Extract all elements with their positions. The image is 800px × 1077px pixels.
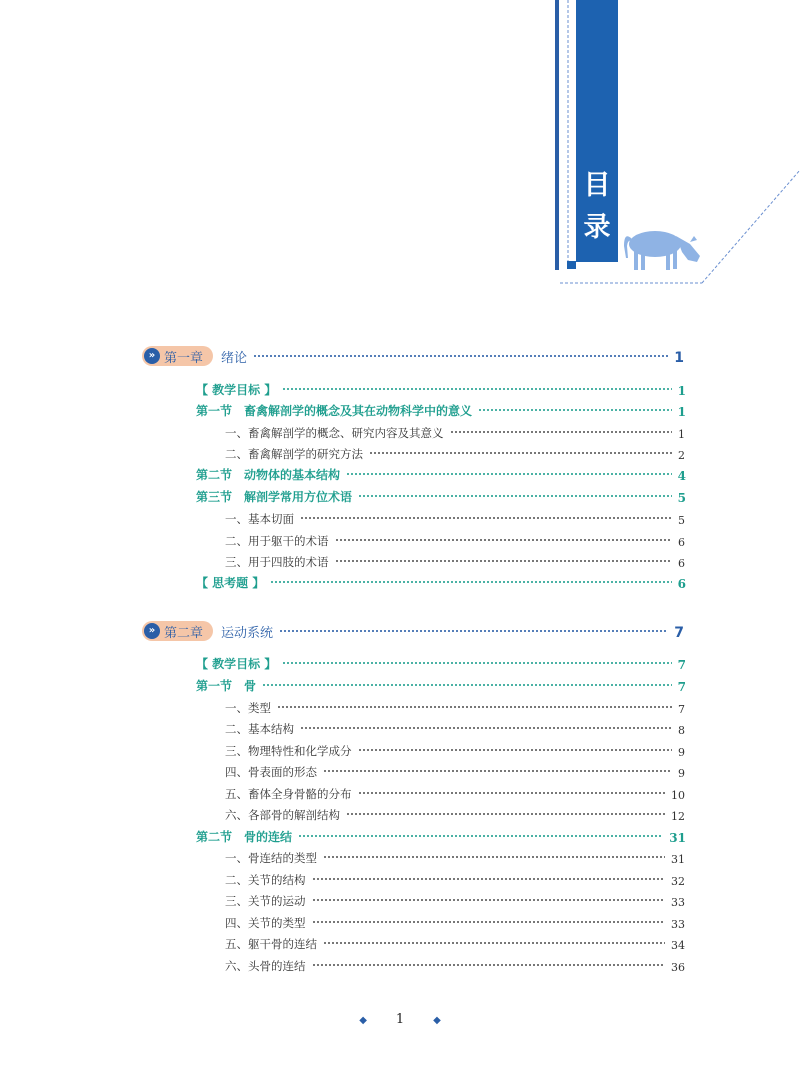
section-title: 第二节 动物体的基本结构 <box>196 468 341 482</box>
chapter-badge <box>142 621 213 641</box>
page-number: 7 <box>677 658 686 672</box>
section-title: 【 思考题 】 <box>196 576 265 590</box>
page-number: 33 <box>671 896 685 909</box>
toc-item[interactable] <box>225 762 685 780</box>
page-number: 6 <box>678 536 685 549</box>
page-number: 31 <box>671 853 685 866</box>
page-number: 6 <box>678 557 685 570</box>
page-number: 7 <box>677 680 686 694</box>
page-number: 31 <box>669 831 686 845</box>
item-title: 三、物理特性和化学成分 <box>225 744 352 758</box>
page-number: 1 <box>677 405 686 419</box>
chapter-badge <box>142 346 213 366</box>
page-number: 12 <box>671 810 685 823</box>
page-number: 7 <box>674 625 684 641</box>
item-title: 三、关节的运动 <box>225 894 306 908</box>
item-title: 四、骨表面的形态 <box>225 765 317 779</box>
item-title: 六、头骨的连结 <box>225 959 306 973</box>
chapter-title: 绪论 <box>221 351 248 366</box>
dot-leader <box>282 661 671 665</box>
toc-item[interactable] <box>225 423 685 441</box>
page-number: 6 <box>677 577 686 591</box>
dot-leader <box>300 726 672 730</box>
toc-item[interactable] <box>225 531 685 549</box>
dot-leader <box>300 516 672 520</box>
page-number: 9 <box>678 767 685 780</box>
cow-icon <box>624 231 700 270</box>
page-number: 2 <box>678 449 685 462</box>
dot-leader <box>335 538 673 542</box>
toc-section[interactable] <box>196 487 686 505</box>
dot-leader <box>277 705 672 709</box>
dot-leader <box>323 941 665 945</box>
title-char-mu: 目 <box>583 170 611 201</box>
item-title: 五、躯干骨的连结 <box>225 937 317 951</box>
dot-leader <box>312 877 666 881</box>
page-number: 5 <box>677 491 686 505</box>
page-number: 10 <box>671 789 685 802</box>
toc-item[interactable] <box>225 913 685 931</box>
section-title: 第二节 骨的连结 <box>196 830 293 844</box>
dot-leader <box>335 559 673 563</box>
item-title: 一、畜禽解剖学的概念、研究内容及其意义 <box>225 426 444 440</box>
dot-leader <box>478 408 672 412</box>
page-number: 4 <box>677 469 686 483</box>
chapter-number: 第二章 <box>164 625 204 641</box>
dot-leader <box>312 898 666 902</box>
page-number: 33 <box>671 918 685 931</box>
toc-chapter-1[interactable] <box>142 346 684 366</box>
toc-item[interactable] <box>225 698 685 716</box>
item-title: 一、基本切面 <box>225 512 294 526</box>
item-title: 一、骨连结的类型 <box>225 851 317 865</box>
page-number: 36 <box>671 961 685 974</box>
dot-leader <box>358 494 672 498</box>
dot-leader <box>298 834 663 838</box>
page-number: 34 <box>671 939 685 952</box>
dot-leader <box>253 354 668 358</box>
title-char-lu: 录 <box>583 212 611 243</box>
page-number: 5 <box>678 514 685 527</box>
toc-section[interactable] <box>196 380 686 398</box>
dot-leader <box>358 748 673 752</box>
section-title: 第三节 解剖学常用方位术语 <box>196 490 353 504</box>
diamond-icon: ◆ <box>359 1015 367 1026</box>
header-decoration <box>0 0 800 300</box>
page-number: 1 <box>674 350 684 366</box>
toc-section[interactable] <box>196 827 686 845</box>
double-chevron-icon: » <box>144 348 160 364</box>
section-title: 【 教学目标 】 <box>196 383 277 397</box>
chapter-number: 第一章 <box>164 350 204 366</box>
toc-section[interactable] <box>196 465 686 483</box>
toc-section[interactable] <box>196 573 686 591</box>
item-title: 一、类型 <box>225 701 271 715</box>
page-number: 1 <box>678 428 685 441</box>
section-title: 第一节 骨 <box>196 679 257 693</box>
dot-leader <box>270 580 671 584</box>
toc-section[interactable] <box>196 401 686 419</box>
toc-item[interactable] <box>225 805 685 823</box>
toc-item[interactable] <box>225 891 685 909</box>
toc-chapter-2[interactable] <box>142 621 684 641</box>
page-number: 9 <box>678 746 685 759</box>
section-title: 第一节 畜禽解剖学的概念及其在动物科学中的意义 <box>196 404 473 418</box>
page-footer <box>300 1012 500 1027</box>
chapter-title: 运动系统 <box>221 626 274 641</box>
toc-item[interactable] <box>225 509 685 527</box>
item-title: 二、关节的结构 <box>225 873 306 887</box>
toc-item[interactable] <box>225 552 685 570</box>
dot-leader <box>262 683 672 687</box>
item-title: 三、用于四肢的术语 <box>225 555 329 569</box>
dot-leader <box>450 430 673 434</box>
item-title: 二、用于躯干的术语 <box>225 534 329 548</box>
page-number: 7 <box>678 703 685 716</box>
dot-leader <box>279 629 668 633</box>
diamond-icon: ◆ <box>433 1015 441 1026</box>
toc-item[interactable] <box>225 784 685 802</box>
dot-leader <box>312 920 666 924</box>
dot-leader <box>323 769 672 773</box>
dot-leader <box>312 963 666 967</box>
toc-item[interactable] <box>225 870 685 888</box>
item-title: 二、畜禽解剖学的研究方法 <box>225 447 363 461</box>
section-title: 【 教学目标 】 <box>196 657 277 671</box>
dot-leader <box>346 812 665 816</box>
dot-leader <box>323 855 665 859</box>
toc-item[interactable] <box>225 741 685 759</box>
dot-leader <box>346 472 672 476</box>
item-title: 二、基本结构 <box>225 722 294 736</box>
page-number: 1 <box>677 384 686 398</box>
item-title: 五、畜体全身骨骼的分布 <box>225 787 352 801</box>
item-title: 四、关节的类型 <box>225 916 306 930</box>
toc-item[interactable] <box>225 719 685 737</box>
page-number: 8 <box>678 724 685 737</box>
toc-section[interactable] <box>196 676 686 694</box>
page-number: 32 <box>671 875 685 888</box>
dot-leader <box>358 791 666 795</box>
toc-item[interactable] <box>225 444 685 462</box>
item-title: 六、各部骨的解剖结构 <box>225 808 340 822</box>
dot-leader <box>282 387 671 391</box>
double-chevron-icon: » <box>144 623 160 639</box>
toc-item[interactable] <box>225 934 685 952</box>
toc-item[interactable] <box>225 956 685 974</box>
footer-page-number: 1 <box>395 1012 405 1027</box>
dot-leader <box>369 451 672 455</box>
toc-item[interactable] <box>225 848 685 866</box>
toc-section[interactable] <box>196 654 686 672</box>
